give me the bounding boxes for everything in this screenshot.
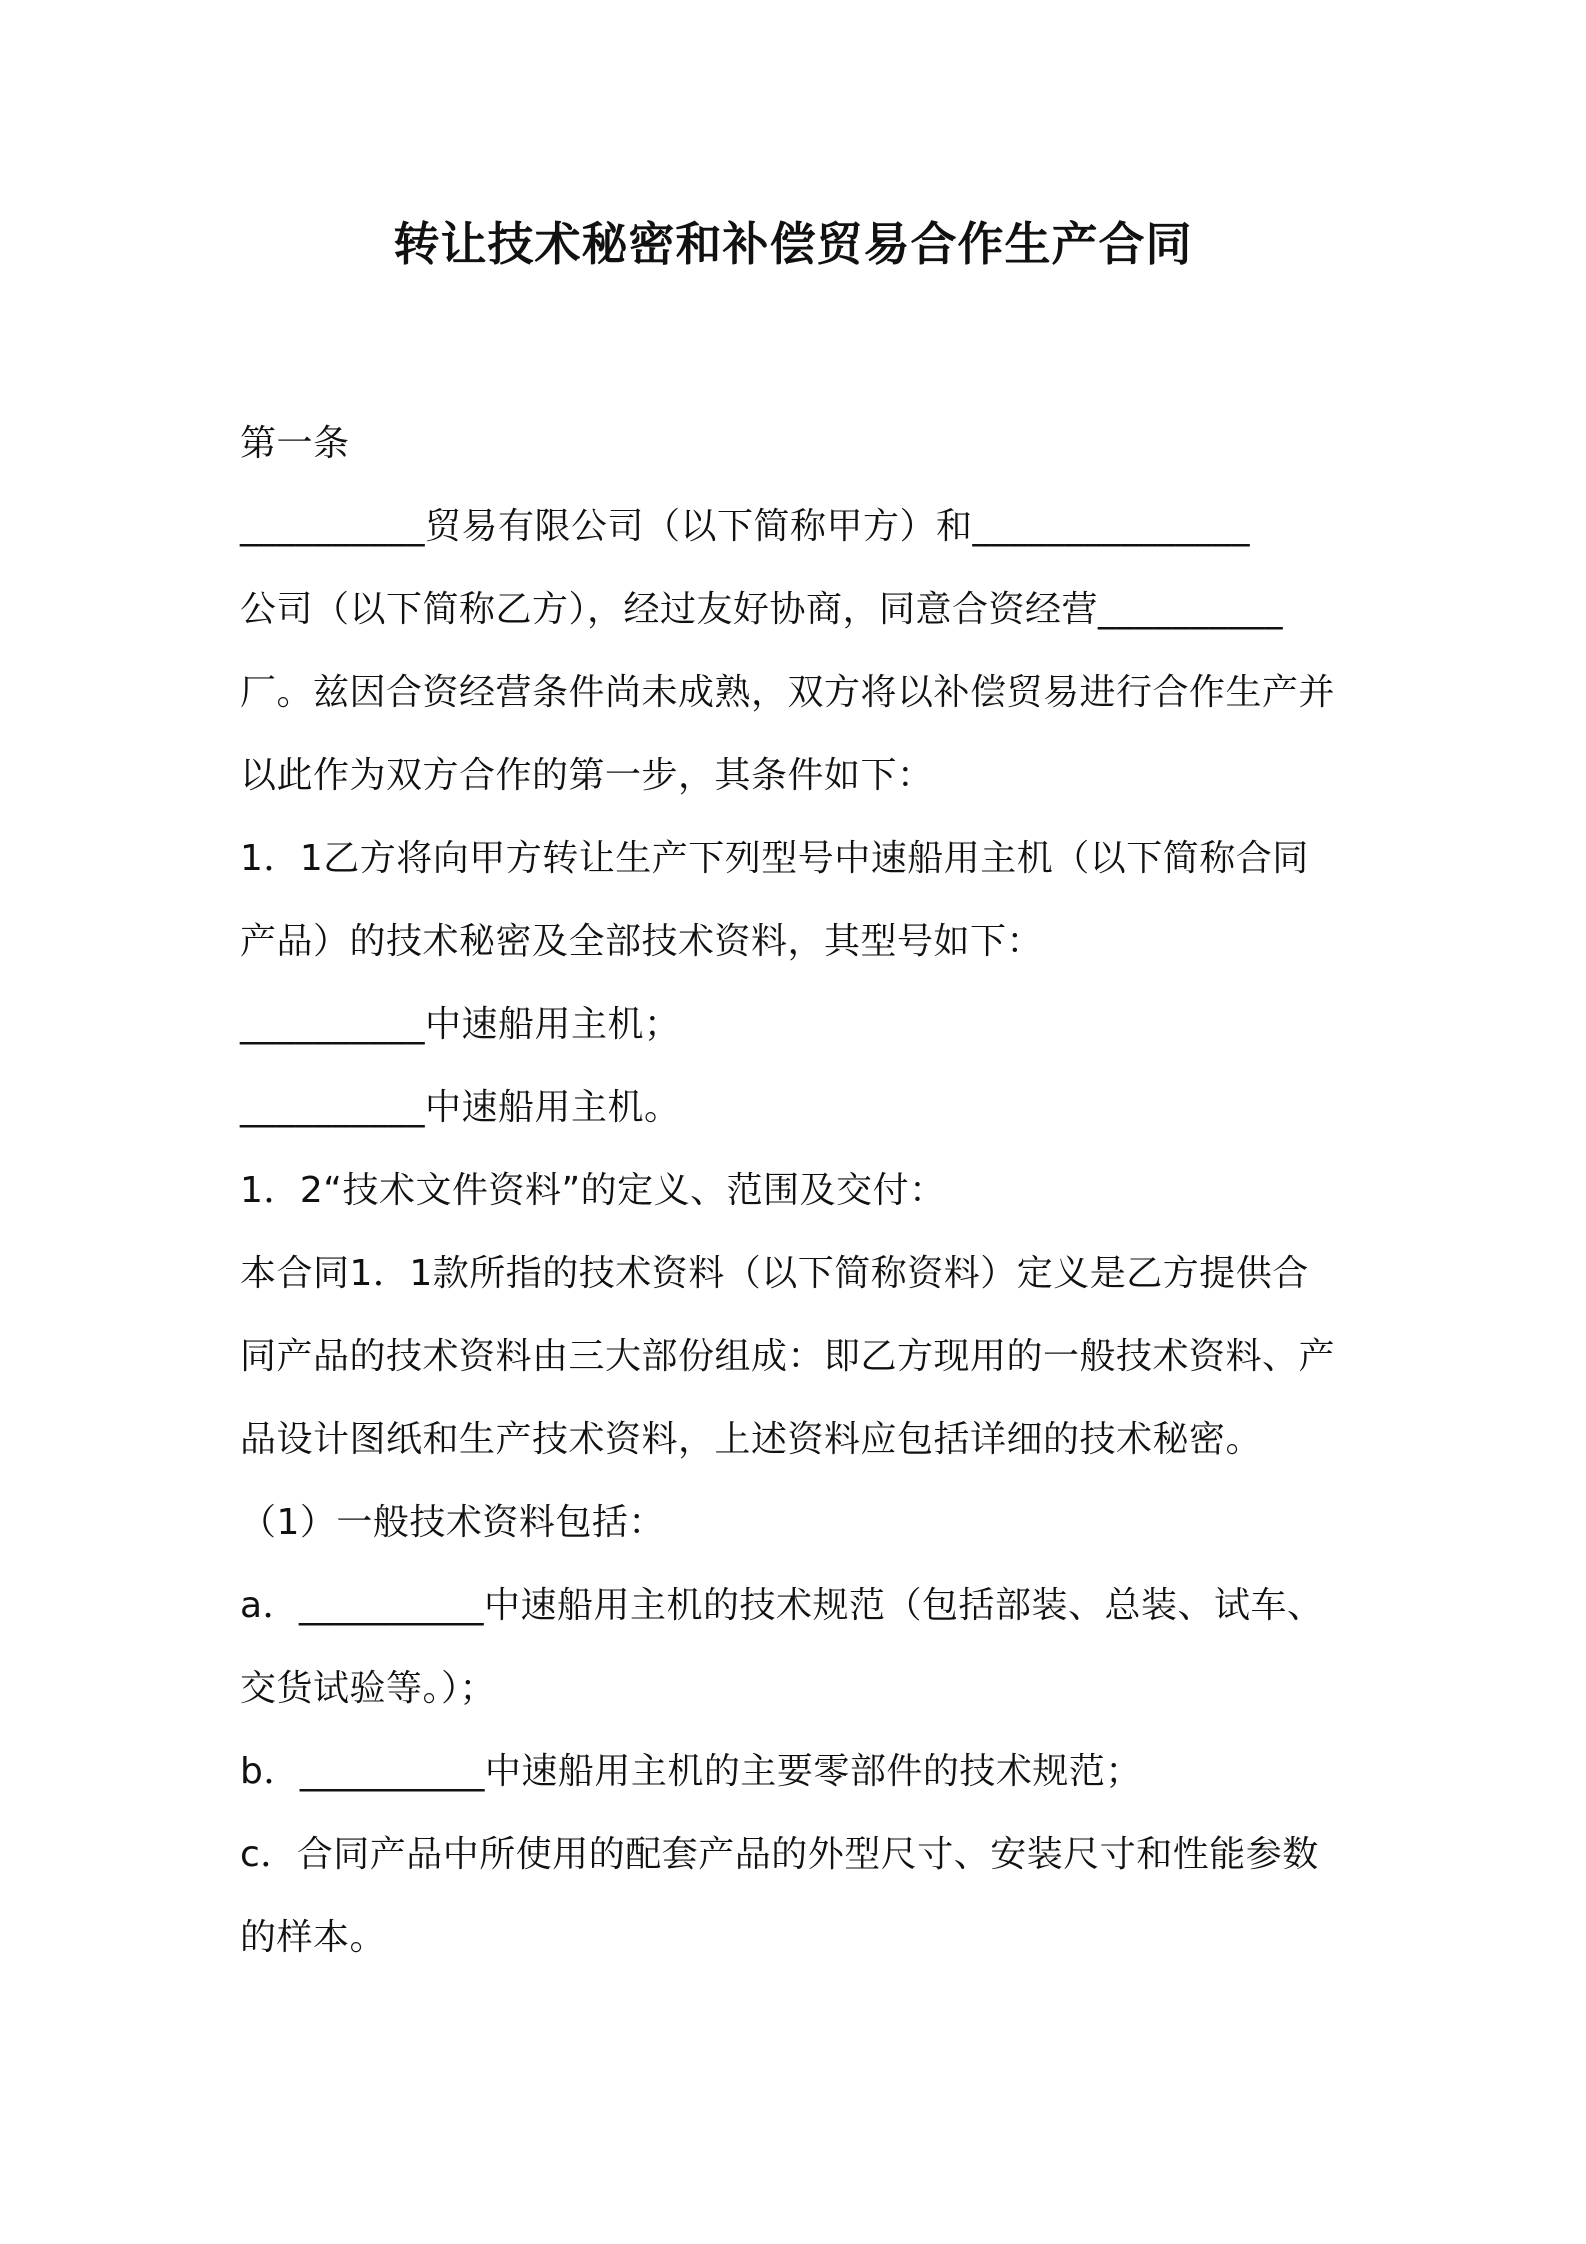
text-line: c．合同产品中所使用的配套产品的外型尺寸、安装尺寸和性能参数 <box>240 1834 1319 1875</box>
text-line: b．__________中速船用主机的主要零部件的技术规范； <box>240 1751 1142 1792</box>
text-line: 的样本。 <box>240 1917 387 1958</box>
text-line: 公司（以下简称乙方），经过友好协商，同意合资经营__________ <box>240 589 1284 630</box>
text-line: 产品）的技术秘密及全部技术资料，其型号如下： <box>240 921 1044 962</box>
text-line: （1）一般技术资料包括： <box>240 1502 665 1543</box>
text-line: __________中速船用主机。 <box>240 1087 681 1128</box>
article-heading: 第一条 <box>240 423 350 464</box>
text-line: __________中速船用主机； <box>240 1004 681 1045</box>
text-line: 品设计图纸和生产技术资料，上述资料应包括详细的技术秘密。 <box>240 1419 1263 1460</box>
text-line: 同产品的技术资料由三大部份组成：即乙方现用的一般技术资料、产 <box>240 1336 1336 1377</box>
text-line: 交货试验等。）； <box>240 1668 497 1709</box>
document-title: 转让技术秘密和补偿贸易合作生产合同 <box>393 217 1193 271</box>
text-line: 本合同1．1款所指的技术资料（以下简称资料）定义是乙方提供合 <box>240 1253 1309 1294</box>
text-line: __________贸易有限公司（以下简称甲方）和_______________ <box>240 506 1251 547</box>
text-line: 以此作为双方合作的第一步，其条件如下： <box>240 755 934 796</box>
text-line: 1．1乙方将向甲方转让生产下列型号中速船用主机（以下简称合同 <box>240 838 1309 879</box>
text-line: 1．2“技术文件资料”的定义、范围及交付： <box>240 1170 946 1211</box>
document-body <box>240 402 1360 1979</box>
text-line: a．__________中速船用主机的技术规范（包括部装、总装、试车、 <box>240 1585 1324 1626</box>
text-line: 厂。兹因合资经营条件尚未成熟，双方将以补偿贸易进行合作生产并 <box>240 672 1336 713</box>
